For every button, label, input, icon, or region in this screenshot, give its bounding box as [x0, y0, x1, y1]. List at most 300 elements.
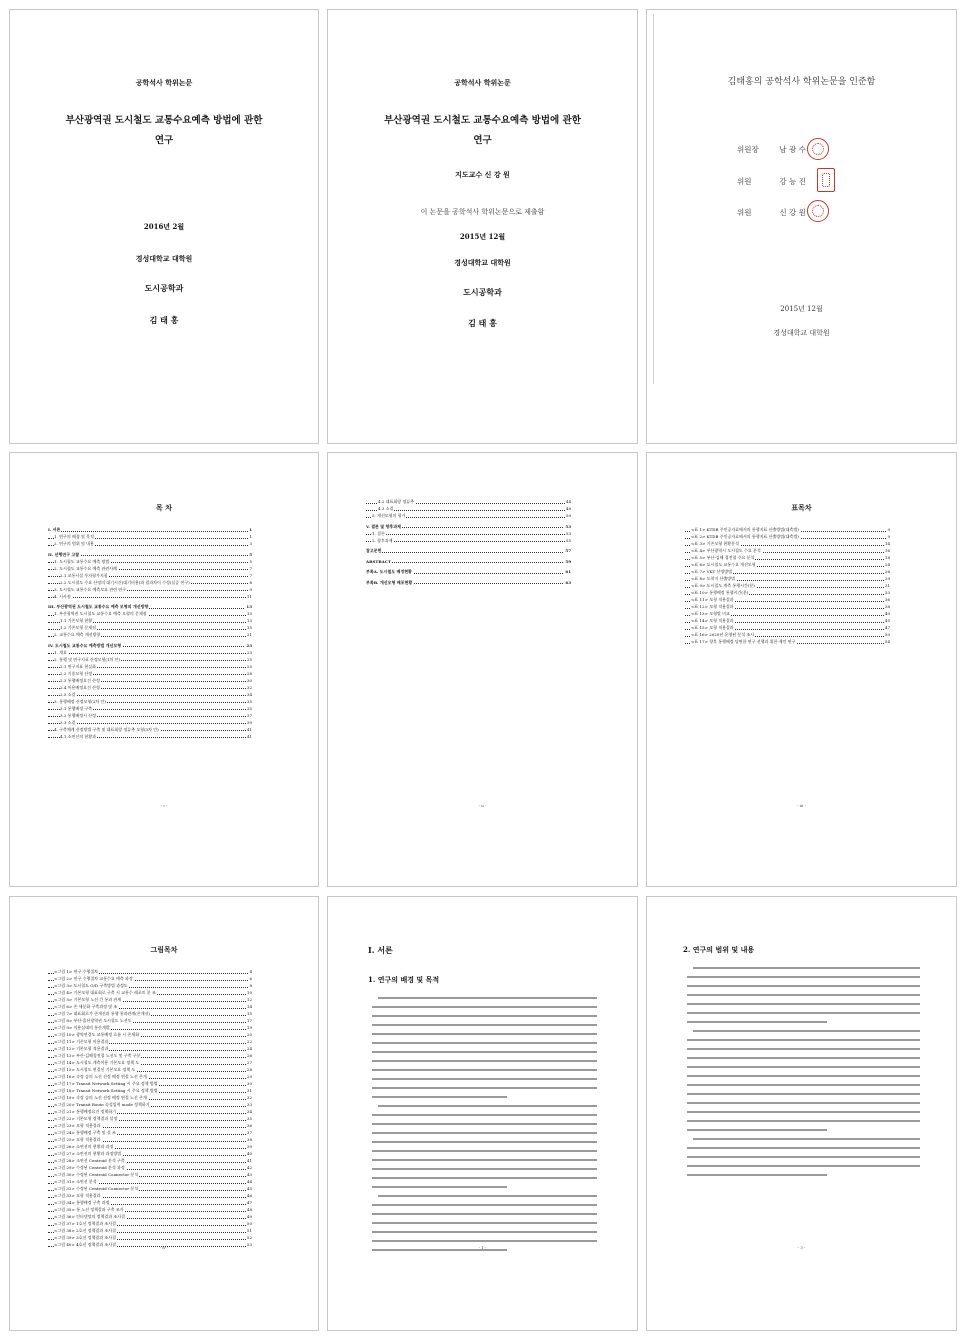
text-line: [687, 1057, 920, 1059]
page-number: - ii -: [478, 803, 487, 808]
committee-name: 강 능 진: [779, 177, 806, 186]
text-line: [378, 997, 597, 999]
toc-entry-title: III. 부산광역권 도시철도 교통수요 예측 모형의 개선방향: [48, 604, 149, 609]
toc-entry-title: <그림 21> 통행배정요건 정책하기: [54, 1109, 116, 1114]
toc-entry-title: <표 17> 향후 통행배정 당면한 연구 선행과 위한 제언 연구: [691, 639, 796, 644]
text-line: [372, 1096, 507, 1098]
toc-entry-title: <표 1> KTDB 주인공자료에서의 통행지표 산출방법(대측법): [691, 527, 799, 532]
toc-entry-title: <그림 29> 수정된 Centroid 분석 과정: [54, 1165, 125, 1170]
toc-entry: [48, 566, 252, 573]
text-line: [687, 1084, 920, 1086]
toc-entry-title: <그림 37> 1호선 정책결과 조사결: [54, 1221, 116, 1226]
toc-entry-title: <그림 39> 3호선 정책결과 조사결: [54, 1235, 116, 1240]
toc-entry-page: 44: [565, 499, 571, 504]
toc-entry: [48, 1081, 252, 1088]
dot-leader: [48, 597, 252, 598]
toc-entry-page: 34: [246, 691, 252, 697]
text-line: [372, 1033, 597, 1035]
toc-entry: [48, 664, 252, 671]
toc-entry: [48, 734, 252, 741]
thesis-title-line1: 부산광역권 도시철도 교통수요예측 방법에 관한: [384, 115, 581, 126]
toc-entry-page: 24: [884, 562, 890, 567]
text-line: [693, 967, 920, 969]
toc-entry-page: 38: [246, 1137, 252, 1142]
section-heading: 2. 연구의 범위 및 내용: [683, 945, 755, 954]
toc-entry: [685, 604, 890, 611]
toc-list: [366, 499, 571, 587]
toc-entry-title: 부록A. 도시철도 배정현황: [366, 569, 412, 574]
toc-entry: [685, 527, 890, 534]
text-line: [687, 985, 920, 987]
text-line: [693, 1138, 920, 1140]
toc-entry: [685, 541, 890, 548]
toc-entry: [48, 1144, 252, 1151]
section-heading: 1. 연구의 배경 및 목적: [368, 975, 440, 984]
toc-entry-title: 4. 구축체계 산정방법 구축 및 대표회랑 정류추 모형(3차 안): [54, 726, 159, 732]
toc-entry-page: 38: [884, 604, 890, 609]
toc-entry-title: <그림 23> 모형 적용결과: [54, 1123, 101, 1128]
committee-name: 신 강 원: [779, 208, 806, 217]
toc-entry-title: 3.1 통행배정 구축: [60, 705, 93, 711]
toc-entry: [48, 1214, 252, 1221]
dot-leader: [366, 510, 571, 511]
approval-date: 2015년 12월: [780, 305, 823, 313]
toc-entry-title: 2.4 이용배정요건 산정: [60, 684, 100, 690]
toc-entry-title: 1. 도시철도 교통수요 예측 방법: [54, 558, 110, 564]
toc-entry-page: 1: [249, 534, 252, 539]
toc-entry-page: 49: [246, 1214, 252, 1219]
toc-entry-page: 63: [565, 579, 571, 585]
toc-entry: [48, 1186, 252, 1193]
toc-entry-page: 30: [246, 1081, 252, 1086]
toc-entry-page: 5: [249, 551, 252, 557]
text-line: [378, 1105, 597, 1107]
toc-entry-page: 25: [246, 656, 252, 662]
toc-entry-page: 23: [246, 642, 252, 648]
toc-entry-page: 41: [246, 733, 252, 739]
toc-entry-title: <그림 10> 광역연결도 교통배정 흐름 시 존세화: [54, 1032, 140, 1037]
toc-entry-title: <그림 27> 소연선의 현황과 과정방법: [54, 1151, 122, 1156]
toc-entry-title: <그림 33> 모형 적용결과: [54, 1193, 101, 1198]
committee-name: 남 광 수: [779, 145, 806, 154]
toc-entry: [48, 1053, 252, 1060]
toc-entry: [48, 657, 252, 664]
toc-entry-title: <그림 5> 기본모형 노선 간 통과 관계: [54, 997, 122, 1002]
toc-entry-title: <그림 20> Transit Route 속성입력 mode 정책하기: [54, 1102, 150, 1107]
toc-entry-page: 33: [246, 1102, 252, 1107]
toc-entry: [48, 1235, 252, 1242]
text-line: [372, 1231, 597, 1233]
toc-entry-title: 1. 부산광역권 도시철도 교통수요 예측 모형의 문제점: [54, 611, 147, 616]
toc-entry: [48, 969, 252, 976]
toc-page-2: [327, 452, 638, 887]
toc-entry-page: 47: [884, 625, 890, 630]
toc-entry-page: 9: [249, 586, 252, 592]
text-line: [687, 1021, 827, 1023]
toc-entry: [48, 1116, 252, 1123]
toc-entry-page: 23: [246, 649, 252, 655]
toc-entry-title: <그림 13> 부산-김해경전철 노선도 및 구축 구분: [54, 1053, 141, 1058]
toc-entry-page: 61: [565, 569, 571, 574]
toc-entry-page: 13: [246, 604, 252, 609]
toc-entry-title: <표 11> 모형 적용결과: [691, 597, 734, 602]
toc-entry: [48, 643, 252, 650]
toc-entry-page: 14: [246, 1004, 252, 1009]
toc-entry-page: 6: [249, 976, 252, 981]
toc-entry-title: 5. 개선모형의 평가: [372, 513, 406, 518]
page-number: - i -: [160, 803, 168, 808]
page-number: - iii -: [796, 803, 807, 808]
toc-entry-page: 52: [246, 1235, 252, 1240]
toc-entry-title: I. 서론: [48, 527, 61, 532]
toc-entry-page: 20: [246, 1032, 252, 1037]
toc-entry-page: 27: [246, 1060, 252, 1065]
toc-entry-page: 48: [246, 1207, 252, 1212]
toc-entry-page: 36: [246, 1123, 252, 1128]
toc-entry-page: 34: [246, 1109, 252, 1114]
toc-entry: [48, 1025, 252, 1032]
toc-entry-page: 54: [884, 639, 890, 644]
toc-entry-title: <그림 2> 연구 수행절차 교통수요 예측 과정: [54, 976, 133, 981]
toc-entry-title: 2. 향후과제: [372, 537, 393, 543]
toc-entry-page: 43: [246, 1172, 252, 1177]
toc-entry-title: <그림 36> 인터넷망의 정책결과 조사결: [54, 1214, 125, 1219]
toc-entry: [48, 632, 252, 639]
toc-entry-title: <표 7> VKT 산정방법: [691, 569, 732, 574]
toc-entry: [366, 569, 571, 576]
text-line: [372, 1069, 597, 1071]
approval-page: [646, 9, 957, 444]
chapter-1-page: [327, 896, 638, 1331]
toc-entry-title: 1.2 기존모형 문제점: [60, 625, 96, 630]
text-line: [687, 1129, 827, 1131]
inner-university: 경성대학교 대학원: [454, 258, 511, 267]
body-text-block: [687, 967, 920, 1183]
toc-entry-title: <표 15> 모형 적용결과: [691, 625, 734, 630]
body-text-block: [372, 997, 597, 1258]
toc-entry: [48, 559, 252, 566]
toc-entry-title: <표 5> 부산-김해 경전철 수요 분석: [691, 555, 755, 560]
toc-entry: [48, 1130, 252, 1137]
toc-entry-page: 28: [246, 1067, 252, 1072]
toc-entry: [366, 538, 571, 545]
toc-entry: [48, 611, 252, 618]
text-line: [372, 1015, 597, 1017]
toc-entry-page: 31: [884, 583, 890, 588]
toc-entry-title: <그림 8> 부산-울산광역권 도시철도 노선도: [54, 1018, 132, 1023]
section-2-page: [646, 896, 957, 1331]
toc-entry-page: 32: [246, 1095, 252, 1100]
toc-entry: [48, 650, 252, 657]
toc-entry: [685, 625, 890, 632]
toc-entry: [48, 1046, 252, 1053]
toc-entry: [48, 976, 252, 983]
toc-entry-title: <표 16> 2020년 운영된 분석 조사: [691, 632, 755, 637]
toc-entry: [48, 1039, 252, 1046]
dot-leader: [48, 695, 252, 696]
seal-stamp: [807, 200, 829, 222]
toc-entry-title: <그림 17> Transit Network Setting 시 주요 정책 방법: [54, 1081, 158, 1086]
toc-entry: [366, 499, 571, 506]
toc-entry: [48, 594, 252, 601]
toc-entry-page: 39: [246, 719, 252, 725]
cover-department: 도시공학과: [144, 283, 184, 293]
toc-entry-page: 10: [246, 990, 252, 995]
inner-title-page: [327, 9, 638, 444]
toc-entry-title: 1. 연구의 배경 및 목적: [54, 534, 94, 539]
toc-entry-page: 48: [565, 506, 571, 511]
toc-entry-title: 2.5 소결: [60, 691, 76, 697]
toc-entry-title: <그림 6> 존 세분화 구축과정 및 조: [54, 1004, 118, 1009]
toc-entry-page: 37: [246, 712, 252, 718]
chapter-heading: I. 서론: [368, 945, 393, 955]
toc-entry-title: <표 2> KTDB 주인공자료에서의 통행지표 산출방법(대측법): [691, 534, 799, 539]
toc-entry-page: 50: [565, 513, 571, 518]
toc-entry: [48, 573, 252, 580]
committee-role: 위원: [737, 208, 752, 217]
seal-stamp: [807, 138, 829, 160]
toc-entry: [48, 1207, 252, 1214]
toc-entry-title: 2.2 기종모형 산정: [60, 670, 93, 676]
text-line: [372, 1240, 597, 1242]
toc-entry-page: 15: [246, 625, 252, 630]
dot-leader: [48, 723, 252, 724]
toc-entry-page: 47: [246, 1200, 252, 1205]
toc-entry-page: 9: [887, 527, 890, 532]
text-line: [372, 1006, 597, 1008]
toc-entry: [48, 713, 252, 720]
toc-entry-page: 35: [246, 698, 252, 704]
toc-entry: [48, 534, 252, 541]
toc-entry-page: 55: [565, 537, 571, 543]
toc-entry-page: 44: [246, 1179, 252, 1184]
toc-entry-title: <그림 24> 통행배정 구축 및 설 조: [54, 1130, 116, 1135]
text-line: [372, 1087, 597, 1089]
toc-entry: [366, 506, 571, 513]
toc-entry-title: <그림 19> 속정 숨의 노선 선정 배정 연결 노선 존개: [54, 1095, 147, 1100]
approval-university: 경성대학교 대학원: [773, 329, 830, 337]
toc-entry-page: 24: [246, 1046, 252, 1051]
submission-statement: 이 논문을 공학석사 학위논문으로 제출함: [420, 208, 545, 216]
committee-chair: [737, 144, 806, 155]
degree-label: 공학석사 학위논문: [135, 78, 193, 87]
toc-entry-page: 1: [249, 527, 252, 532]
toc-entry-page: 17: [246, 1018, 252, 1023]
toc-entry-title: <그림 40> 4호선 정책결과 조사결: [54, 1242, 116, 1247]
toc-entry: [685, 632, 890, 639]
toc-entry-page: 59: [565, 558, 571, 564]
toc-entry-page: 29: [884, 576, 890, 581]
toc-entry: [685, 590, 890, 597]
toc-entry-page: 7: [249, 572, 252, 578]
toc-entry-page: 53: [565, 530, 571, 536]
toc-entry-title: <그림 9> 이용실태의 통산개발: [54, 1025, 110, 1030]
text-line: [372, 1060, 597, 1062]
toc-entry-title: 2. 도시철도 교통수요 예측 관련사례: [54, 565, 117, 571]
page-number: - 3 -: [797, 1245, 806, 1250]
toc-entry: [48, 706, 252, 713]
toc-entry-title: <그림 7> 대표회로가 존개선과 통행 통과관계(존개선): [54, 1011, 151, 1016]
dot-leader: [48, 531, 252, 532]
text-line: [687, 1147, 920, 1149]
toc-entry: [48, 1200, 252, 1207]
toc-entry-page: 21: [246, 632, 252, 637]
committee-member: [737, 207, 806, 218]
text-line: [372, 1123, 597, 1125]
toc-entry-title: <그림 31> 소연선 분석: [54, 1179, 97, 1184]
table-list-heading: 표목차: [791, 503, 812, 512]
toc-entry-title: <그림 15> 도시철도 연결선 기본모요 정책 도: [54, 1067, 136, 1072]
toc-entry-title: <그림 30> 수정된 Centroid Connector 분석: [54, 1172, 139, 1177]
toc-entry: [685, 534, 890, 541]
toc-entry: [48, 685, 252, 692]
toc-entry-page: 40: [246, 1151, 252, 1156]
text-line: [372, 1141, 597, 1143]
toc-entry-title: IV. 도시철도 교통수요 예측방법 개선모형: [48, 642, 122, 648]
toc-entry-page: 45: [246, 1186, 252, 1191]
toc-entry: [48, 552, 252, 559]
toc-entry-title: <표 14> 모형 적용결과: [691, 618, 734, 623]
toc-entry-title: 3. 통행배정 산정모형(2차 안): [54, 698, 106, 704]
page-number: - iv -: [159, 1245, 169, 1250]
toc-entry: [48, 720, 252, 727]
text-line: [687, 1165, 920, 1167]
figure-list-page: [9, 896, 319, 1331]
toc-entry: [48, 990, 252, 997]
toc-entry-page: 51: [246, 1228, 252, 1233]
toc-entry-page: 18: [884, 555, 890, 560]
approval-statement: 김태홍의 공학석사 학위논문을 인준함: [727, 77, 876, 87]
toc-entry-title: 1. 개요: [54, 649, 67, 655]
toc-entry-title: V. 결론 및 향후과제: [366, 523, 402, 529]
toc-entry: [48, 678, 252, 685]
toc-entry-title: <그림 11> 기존모형 이용결과: [54, 1039, 109, 1044]
text-line: [687, 1012, 920, 1014]
toc-entry: [685, 611, 890, 618]
dot-leader: [48, 653, 252, 654]
toc-entry: [48, 1011, 252, 1018]
toc-entry: [685, 562, 890, 569]
toc-entry: [366, 513, 571, 520]
toc-entry: [48, 1102, 252, 1109]
text-line: [372, 1168, 597, 1170]
toc-entry-page: 4: [249, 969, 252, 974]
text-line: [687, 1048, 920, 1050]
toc-entry-title: <그림 1> 연구 수행절차: [54, 969, 98, 974]
toc-entry-title: 1.1 기존모형 현황: [60, 618, 93, 623]
toc-entry-page: 41: [246, 726, 252, 732]
toc-entry: [48, 1221, 252, 1228]
degree-label: 공학석사 학위논문: [454, 78, 511, 87]
text-line: [372, 1159, 597, 1161]
toc-entry-title: <그림 25> 모형 적용결과: [54, 1137, 101, 1142]
toc-entry-page: 13: [246, 618, 252, 623]
cover-page: [9, 9, 319, 444]
toc-entry: [48, 1074, 252, 1081]
toc-entry-page: 14: [884, 541, 890, 546]
text-line: [372, 1024, 597, 1026]
toc-entry: [685, 583, 890, 590]
submission-date: 2015년 12월: [459, 232, 506, 241]
dot-leader: [366, 562, 571, 563]
toc-entry-page: 41: [246, 1158, 252, 1163]
toc-entry: [48, 1004, 252, 1011]
toc-entry: [685, 576, 890, 583]
toc-entry-page: 26: [884, 569, 890, 574]
toc-entry: [48, 1228, 252, 1235]
toc-entry-title: 2.3 통행배정요건 산정: [60, 677, 100, 683]
text-line: [693, 1030, 920, 1032]
text-line: [372, 1051, 597, 1053]
text-line: [372, 1114, 597, 1116]
toc-entry: [48, 1151, 252, 1158]
text-line: [687, 1039, 920, 1041]
inner-author: 김 태 홍: [468, 318, 497, 328]
thesis-title-line2: 연구: [473, 135, 492, 146]
toc-entry-page: 30: [246, 677, 252, 683]
toc-entry: [48, 580, 252, 587]
toc-entry-page: 50: [884, 632, 890, 637]
figure-list: [48, 969, 252, 1249]
toc-entry: [685, 569, 890, 576]
toc-entry: [366, 524, 571, 531]
toc-entry-page: 5: [249, 558, 252, 564]
toc-entry-title: <표 10> 통행배정 통행시간(분): [691, 590, 749, 595]
toc-entry: [685, 618, 890, 625]
toc-entry-page: 22: [246, 1039, 252, 1044]
toc-entry-page: 19: [246, 1025, 252, 1030]
toc-heading: 목 차: [156, 503, 172, 512]
toc-entry-title: <그림 34> 통행배정 구축 과정: [54, 1200, 110, 1205]
toc-entry: [366, 559, 571, 566]
toc-entry: [48, 983, 252, 990]
toc-entry-title: <그림 28> 소연선 Centroid 분석 구축: [54, 1158, 125, 1163]
toc-entry-title: <표 12> 모형 적용결과: [691, 604, 734, 609]
cover-university: 경성대학교 대학원: [135, 254, 193, 263]
toc-entry: [48, 1067, 252, 1074]
cover-author: 김 태 홍: [149, 315, 179, 325]
figure-list-heading: 그림목차: [150, 945, 178, 954]
toc-entry: [48, 699, 252, 706]
text-line: [687, 1066, 920, 1068]
toc-entry-page: 8: [249, 983, 252, 988]
dot-leader: [366, 541, 571, 542]
toc-entry-title: 4.3 소결: [378, 506, 394, 511]
toc-entry: [48, 1179, 252, 1186]
toc-entry: [48, 1158, 252, 1165]
toc-entry: [48, 1165, 252, 1172]
toc-entry-title: <그림 14> 도시철도 계측이용 기본모요 정책 도: [54, 1060, 140, 1065]
text-line: [687, 1102, 920, 1104]
toc-entry: [48, 625, 252, 632]
toc-entry-title: 3.2 통행배정시 산정: [60, 712, 96, 718]
text-line: [687, 1174, 827, 1176]
table-list-page: [646, 452, 957, 887]
toc-entry-page: 33: [884, 590, 890, 595]
toc-entry-title: <표 9> 도시철도 계측 통행시간(분): [691, 583, 755, 588]
toc-entry-title: <그림 26> 소연선의 현황과 과정: [54, 1144, 114, 1149]
toc-list: [48, 523, 252, 741]
toc-entry: [48, 727, 252, 734]
toc-page-1: [9, 452, 319, 887]
text-line: [687, 976, 920, 978]
text-line: [372, 1213, 597, 1215]
toc-entry-title: 참고문헌: [366, 548, 382, 553]
text-line: [372, 1042, 597, 1044]
toc-entry: [366, 531, 571, 538]
advisor-line: 지도교수 신 강 원: [455, 170, 510, 179]
text-line: [687, 1075, 920, 1077]
